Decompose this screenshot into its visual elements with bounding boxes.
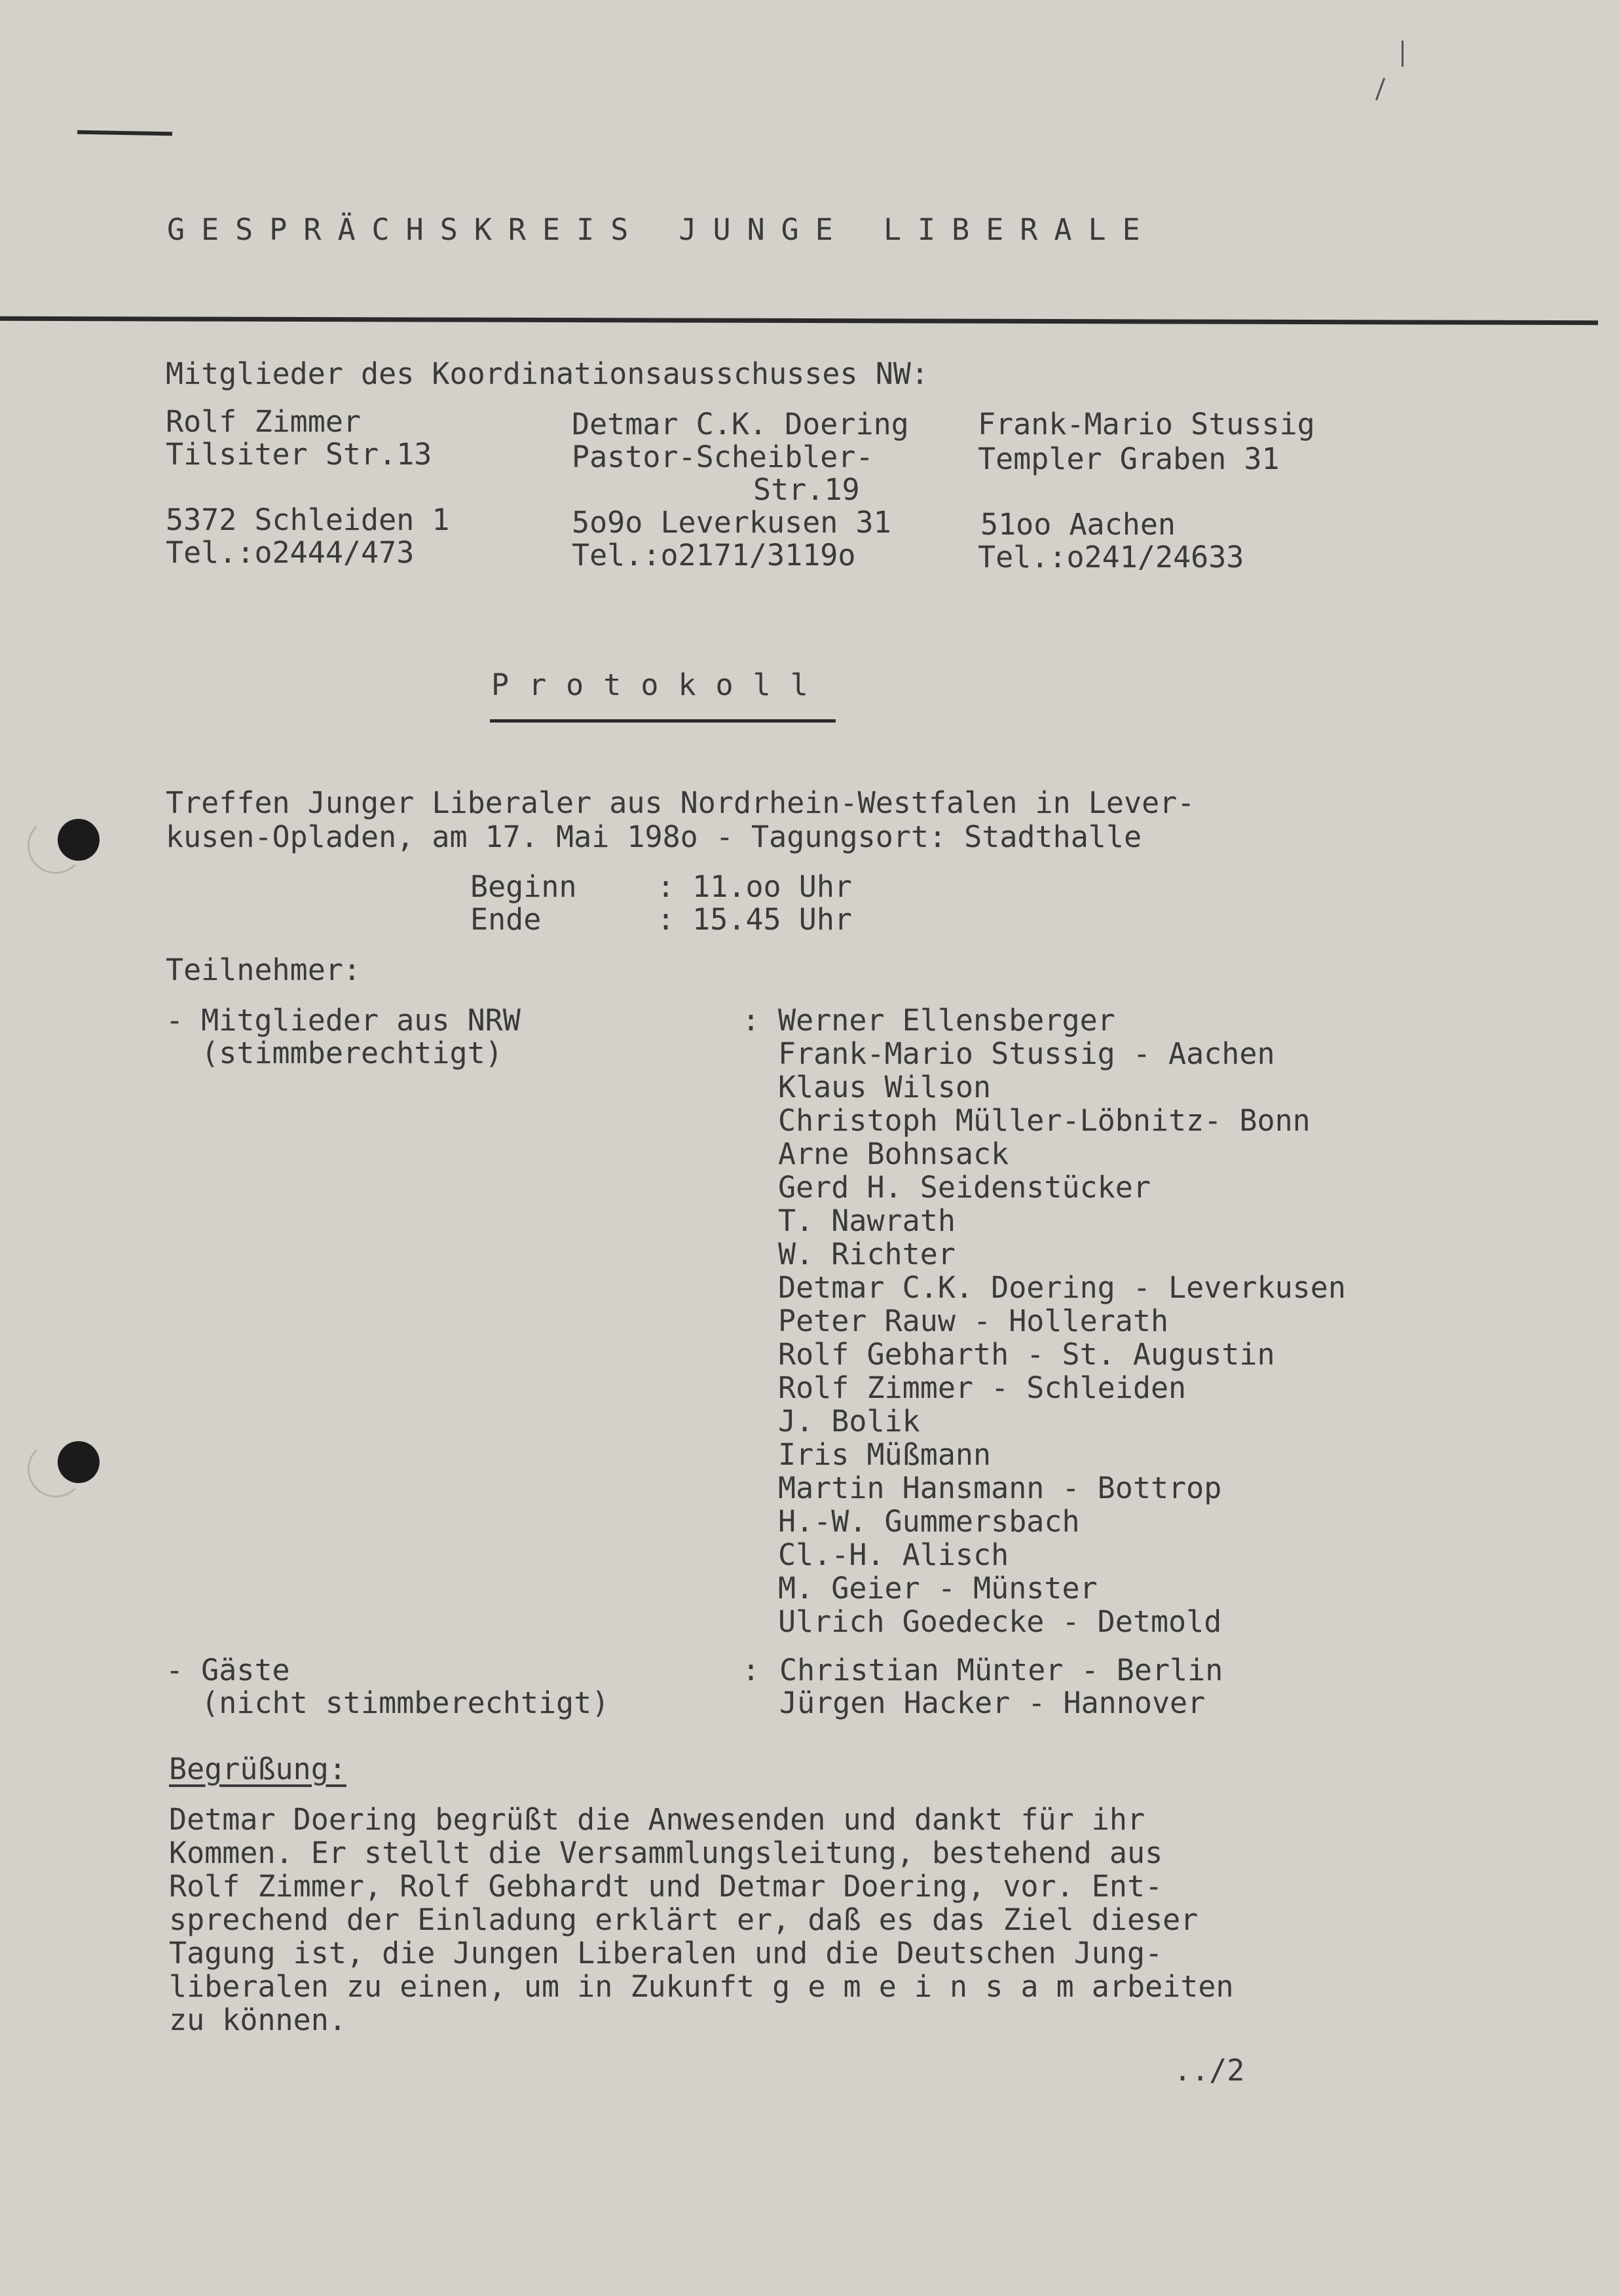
list-item: Cl.-H. Alisch — [778, 1537, 1009, 1572]
member-2-name: Detmar C.K. Doering — [572, 407, 909, 442]
top-left-dash — [77, 130, 172, 136]
list-item: Rolf Gebharth - St. Augustin — [778, 1337, 1275, 1372]
members-label-2: (stimmberechtigt) — [166, 1036, 503, 1070]
member-1-name: Rolf Zimmer — [166, 404, 362, 439]
guest-item: Christian Münter - Berlin — [779, 1653, 1223, 1687]
member-1-street: Tilsiter Str.13 — [166, 437, 432, 472]
list-item: Peter Rauw - Hollerath — [778, 1304, 1169, 1338]
protocol-title: Protokoll — [491, 668, 828, 702]
page-reference: ../2 — [1174, 2053, 1245, 2088]
member-3-street: Templer Graben 31 — [978, 442, 1280, 476]
member-1-phone: Tel.:o2444/473 — [166, 535, 415, 570]
member-3-name: Frank-Mario Stussig — [978, 407, 1315, 442]
list-item: Werner Ellensberger — [778, 1003, 1115, 1038]
list-item: H.-W. Gummersbach — [778, 1504, 1080, 1539]
begin-label: Beginn — [470, 869, 577, 904]
list-item: Christoph Müller-Löbnitz- Bonn — [778, 1103, 1311, 1138]
list-item: Klaus Wilson — [778, 1070, 992, 1104]
corner-mark-2 — [1402, 41, 1404, 67]
header-title: GESPRÄCHSKREIS JUNGE LIBERALE — [167, 212, 1157, 247]
list-item: M. Geier - Münster — [778, 1571, 1098, 1606]
member-3-phone: Tel.:o241/24633 — [978, 540, 1244, 574]
member-2-phone: Tel.:o2171/3119o — [572, 538, 856, 573]
greeting-heading: Begrüßung: — [169, 1752, 346, 1786]
greeting-line: Tagung ist, die Jungen Liberalen und die Deutschen Jung- — [169, 1936, 1163, 1970]
greeting-line: Rolf Zimmer, Rolf Gebhardt und Detmar Doering, vor. Ent- — [169, 1869, 1163, 1904]
list-item: Martin Hansmann - Bottrop — [778, 1471, 1222, 1505]
list-item: Frank-Mario Stussig - Aachen — [778, 1036, 1275, 1071]
greeting-line: sprechend der Einladung erklärt er, daß es das Ziel dieser — [169, 1902, 1199, 1937]
guests-label-1: - Gäste — [166, 1653, 290, 1687]
list-item: J. Bolik — [778, 1404, 920, 1439]
intro-line-2: kusen-Opladen, am 17. Mai 198o - Tagungsort: Stadthalle — [166, 819, 1142, 854]
list-item: Detmar C.K. Doering - Leverkusen — [778, 1270, 1346, 1305]
member-1-city: 5372 Schleiden 1 — [166, 502, 450, 537]
greeting-line: liberalen zu einen, um in Zukunft g e m e i n s a m arbeiten — [169, 1969, 1234, 2004]
greeting-line: Detmar Doering begrüßt die Anwesenden und dankt für ihr — [169, 1802, 1145, 1837]
member-2-street: Pastor-Scheibler- — [572, 440, 874, 474]
participants-heading: Teilnehmer: — [166, 952, 362, 987]
committee-heading: Mitglieder des Koordinationsausschusses NW: — [166, 356, 929, 391]
list-item: Iris Müßmann — [778, 1437, 992, 1472]
corner-mark — [1375, 78, 1385, 101]
member-2-city: 5o9o Leverkusen 31 — [572, 505, 891, 540]
list-item: Ulrich Goedecke - Detmold — [778, 1604, 1222, 1639]
end-value: : 15.45 Uhr — [657, 902, 853, 937]
member-2-street2: Str.19 — [753, 472, 860, 507]
list-item: Arne Bohnsack — [778, 1137, 1009, 1171]
punch-hole-top — [58, 819, 100, 861]
protocol-underline — [490, 719, 836, 723]
guest-item: Jürgen Hacker - Hannover — [779, 1685, 1206, 1720]
greeting-line: Kommen. Er stellt die Versammlungsleitung, bestehend aus — [169, 1835, 1163, 1870]
greeting-line: zu können. — [169, 2003, 346, 2037]
intro-line-1: Treffen Junger Liberaler aus Nordrhein-Westfalen in Lever- — [166, 785, 1195, 820]
list-item: Gerd H. Seidenstücker — [778, 1170, 1151, 1205]
list-item: W. Richter — [778, 1237, 956, 1271]
punch-hole-bottom — [58, 1441, 100, 1483]
header-rule — [0, 316, 1598, 325]
begin-value: : 11.oo Uhr — [657, 869, 853, 904]
list-item: T. Nawrath — [778, 1203, 956, 1238]
list-item: Rolf Zimmer - Schleiden — [778, 1370, 1187, 1405]
member-3-city: 51oo Aachen — [980, 507, 1176, 542]
guests-label-2: (nicht stimmberechtigt) — [166, 1685, 610, 1720]
guests-colon: : — [742, 1653, 760, 1687]
members-label-1: - Mitglieder aus NRW — [166, 1003, 521, 1038]
members-colon: : — [742, 1003, 760, 1038]
end-label: Ende — [470, 902, 542, 937]
